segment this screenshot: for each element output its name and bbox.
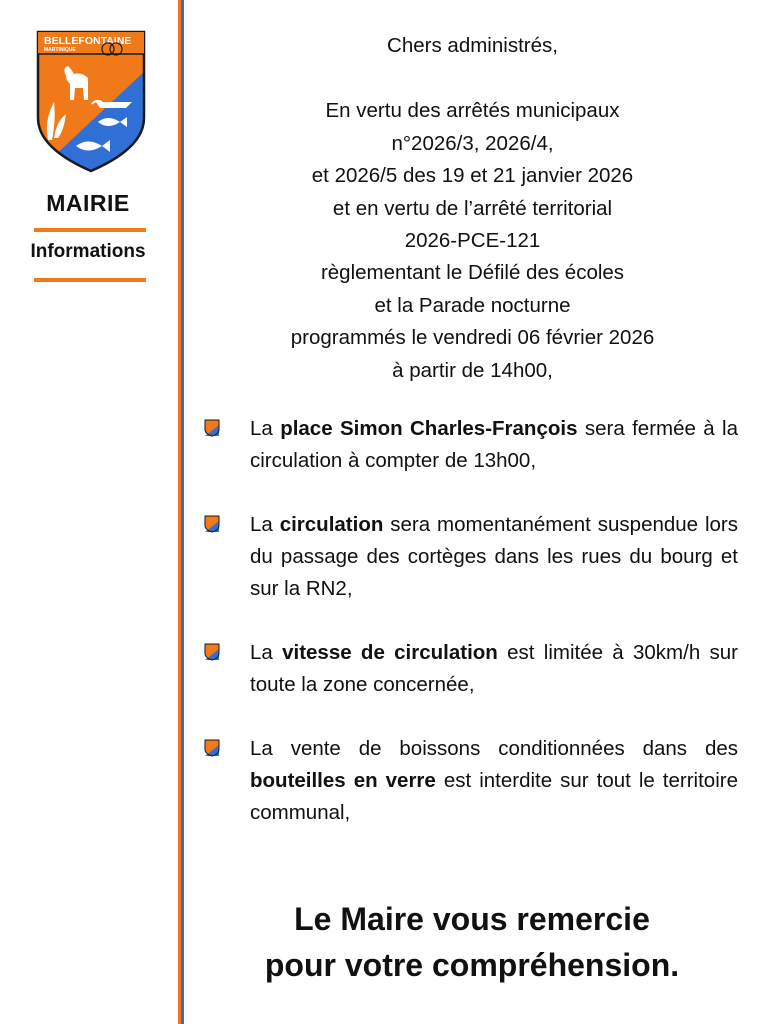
bullet-text: La vente de boissons conditionnées dans des bouteilles en verre est interdite sur tout le territoire communal, xyxy=(250,737,738,824)
crest-bullet-icon xyxy=(204,419,220,437)
bullet-text: La place Simon Charles-François sera fermée à la circulation à compter de 13h00, xyxy=(250,417,738,472)
sidebar-rule-bottom xyxy=(34,278,146,282)
intro-line: règlementant le Défilé des écoles xyxy=(320,261,625,285)
bullet-text: La circulation sera momentanément suspendue lors du passage des cortèges dans les rues du bourg et sur la RN2, xyxy=(250,513,738,600)
sidebar xyxy=(0,0,176,1024)
intro-line: 2026-PCE-121 xyxy=(404,229,541,253)
closing-line-2: pour votre compréhension. xyxy=(264,947,680,983)
closing-message xyxy=(190,896,754,988)
intro-line: et 2026/5 des 19 et 21 janvier 2026 xyxy=(311,164,634,188)
crest-bullet-icon xyxy=(204,739,220,757)
list-item xyxy=(204,637,738,701)
crest-name: BELLEFONTAINE xyxy=(44,35,132,47)
intro-line: En vertu des arrêtés municipaux xyxy=(325,99,620,123)
bullet-text: La vitesse de circulation est limitée à 30km/h sur toute la zone concernée, xyxy=(250,641,739,696)
sidebar-subtitle: Informations xyxy=(30,241,146,262)
crest-bullet-icon xyxy=(204,515,220,533)
sidebar-title: MAIRIE xyxy=(46,190,130,216)
greeting: Chers administrés, xyxy=(387,34,558,57)
intro-line: et la Parade nocturne xyxy=(374,293,571,317)
intro-line: et en vertu de l’arrêté territorial xyxy=(332,196,613,220)
intro-line: n°2026/3, 2026/4, xyxy=(391,131,554,155)
closing-line-1: Le Maire vous remercie xyxy=(294,901,650,937)
crest-bullet-icon xyxy=(204,643,220,661)
list-item xyxy=(204,509,738,605)
intro-line: programmés le vendredi 06 février 2026 xyxy=(290,326,655,350)
town-crest-logo xyxy=(36,30,146,173)
intro-text xyxy=(220,30,725,387)
divider-blue xyxy=(181,0,184,1024)
list-item xyxy=(204,733,738,829)
sidebar-rule-top xyxy=(34,228,146,232)
list-item xyxy=(204,413,738,477)
intro-line: à partir de 14h00, xyxy=(392,358,553,382)
crest-sub: MARTINIQUE xyxy=(44,47,76,53)
